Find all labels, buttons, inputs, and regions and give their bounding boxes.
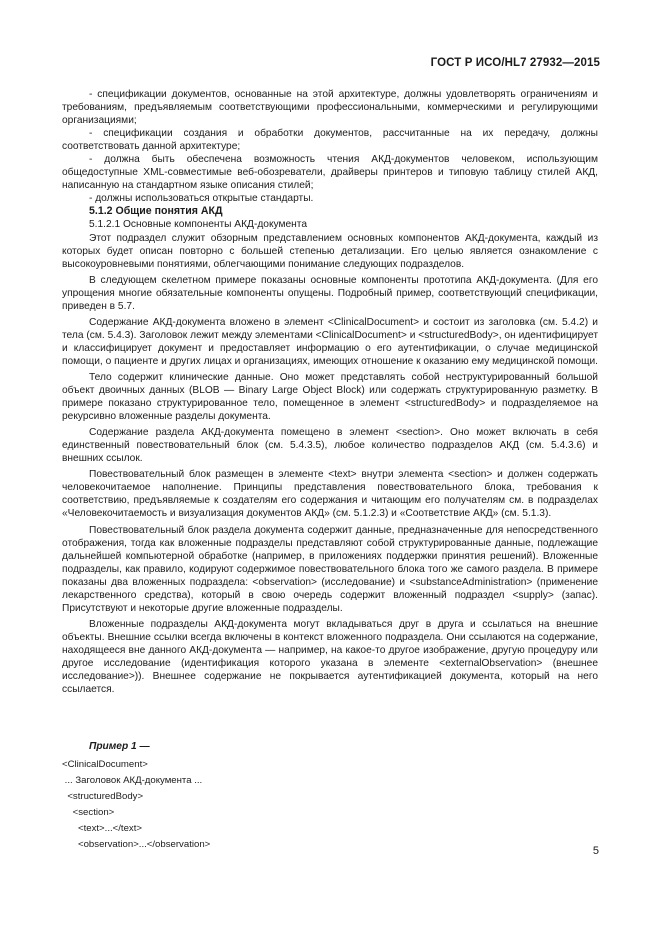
code-line: <ClinicalDocument> [62, 759, 148, 770]
subsection-heading: 5.1.2.1 Основные компоненты АКД-документа [89, 219, 308, 231]
code-line: <text>...</text> [62, 823, 142, 834]
code-line: <section> [62, 807, 115, 818]
code-line: <structuredBody> [62, 791, 144, 802]
standard-header: ГОСТ Р ИСО/HL7 27932—2015 [430, 57, 600, 69]
example-title: Пример 1 — [89, 741, 150, 752]
section-heading: 5.1.2 Общие понятия АКД [89, 205, 223, 218]
paragraph: В следующем скелетном примере показаны основные компоненты прототипа АКД-документа. (Для его упрощения многие обязательные компоненты опущены. Подробный пример, соответствующий спецификации, приведен в 5.7. [62, 274, 598, 312]
requirement-item: - должны использоваться открытые стандарты. [89, 193, 314, 205]
paragraph: Содержание АКД-документа вложено в элемент <ClinicalDocument> и состоит из заголовка (см. 5.4.2) и тела (см. 5.4.3). Заголовок лежит между элементами <ClinicalDocument> и <structuredBody>, он идентифицирует и классифицирует документ и предоставляет информацию о его аутентификации, о случае медицинской помощи, о пациенте и других лицах и организациях, имеющих отношение к оказанию ему медицинской помощи. [62, 316, 598, 367]
paragraph: Этот подраздел служит обзорным представлением основных компонентов АКД-документа, каждый из которых будет описан повторно с большей степенью детализации. Его целью является ознакомление с высокоуровневыми понятиями, облегчающими понимание следующих подразделов. [62, 232, 598, 270]
paragraph: Повествовательный блок размещен в элементе <text> внутри элемента <section> и должен содержать человекочитаемое наполнение. Принципы представления повествовательного блока, требования к соответствию, предъявляемые к создателям его содержания и читающим его получателям см. в подразделах «Человекочитаемость и визуализация документов АКД» (см. 5.1.2.3) и «Соответствие АКД» (см. 5.1.3). [62, 469, 598, 520]
page-number: 5 [592, 845, 599, 857]
code-line: ... Заголовок АКД-документа ... [62, 775, 203, 786]
document-body [62, 88, 598, 696]
paragraph: Тело содержит клинические данные. Оно может представлять собой неструктурированный большой объект двоичных данных (BLOB — Binary Large Object Block) или содержать структурированную разметку. В примере показано структурированное тело, помещенное в элемент <structuredBody> и подразделяемое на рекурсивно вложенные разделы документа. [62, 371, 598, 423]
code-line: <observation>...</observation> [62, 839, 211, 850]
requirement-item: - спецификации создания и обработки документов, рассчитанные на их передачу, должны соответствовать данной архитектуре; [62, 128, 598, 153]
requirement-item: - должна быть обеспечена возможность чтения АКД-документов человеком, использующим общедоступные XML-совместимые веб-обозреватели, драйверы принтеров и типовую таблицу стилей АКД, написанную на стандартном языке описания стилей; [62, 154, 598, 192]
requirement-item: - спецификации документов, основанные на этой архитектуре, должны удовлетворять ограничениям и требованиям, предъявляемым соответствующими профессиональными, коммерческими и регулирующими организациями; [62, 89, 598, 127]
paragraph: Повествовательный блок раздела документа содержит данные, предназначенные для непосредственного отображения, тогда как вложенные подразделы представляют собой структурированные данные, подлежащие дальнейшей компьютерной обработке (например, в приложениях поддержки принятия решений). Вложенные подразделы, как правило, кодируют содержимое повествовательного блока того же самого раздела. В примере показаны два вложенных подраздела: <observation> (исследование) и <substanceAdministration> (применение лекарственного средства), который в свою очередь содержит вложенный подраздел <supply> (запас). Присутствуют и некоторые другие вложенные подразделы. [62, 524, 598, 614]
paragraph: Вложенные подразделы АКД-документа могут вкладываться друг в друга и ссылаться на внешние объекты. Внешние ссылки всегда включены в контекст вложенного подраздела. Они ссылаются на содержание, находящееся вне данного АКД-документа — например, на какое-то другое изображение, другую процедуру или другое исследование (идентификация которого указана в элементе <externalObservation> (внешнее исследование>)). Внешнее содержание не покрывается аутентификацией документа, который на него ссылается. [62, 618, 598, 696]
paragraph: Содержание раздела АКД-документа помещено в элемент <section>. Оно может включать в себя единственный повествовательный блок (см. 5.4.3.5), любое количество подразделов АКД (см. 5.4.3.6) и внешних ссылок. [62, 427, 598, 465]
